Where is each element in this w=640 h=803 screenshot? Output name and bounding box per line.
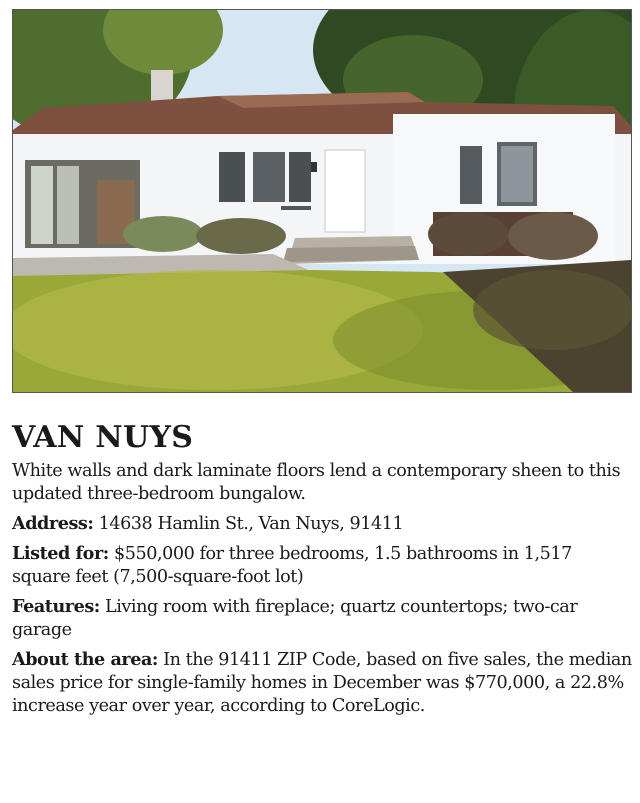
dek-paragraph: White walls and dark laminate floors lend a contemporary sheen to this updated three-bedroom bungalow. xyxy=(12,461,621,504)
area-paragraph xyxy=(12,648,634,718)
listing-article xyxy=(12,420,634,724)
area-label: About the area: xyxy=(12,649,158,670)
area-text: In the 91411 ZIP Code, based on five sales, the median sales price for single-family homes in December was $770,000, a 22.8% increase year over year, according to CoreLogic. xyxy=(12,650,632,716)
address-text: 14638 Hamlin St., Van Nuys, 91411 xyxy=(93,514,404,534)
headline: VAN NUYS xyxy=(12,420,194,455)
features-paragraph xyxy=(12,595,634,642)
address-paragraph xyxy=(12,512,634,536)
listed-text: $550,000 for three bedrooms, 1.5 bathrooms in 1,517 square feet (7,500-square-foot lot) xyxy=(12,544,572,587)
features-text: Living room with fireplace; quartz countertops; two-car garage xyxy=(12,597,578,640)
house-photo xyxy=(12,9,632,393)
address-label: Address: xyxy=(12,513,94,534)
listed-label: Listed for: xyxy=(12,543,109,564)
features-label: Features: xyxy=(12,596,100,617)
listed-paragraph xyxy=(12,542,634,589)
